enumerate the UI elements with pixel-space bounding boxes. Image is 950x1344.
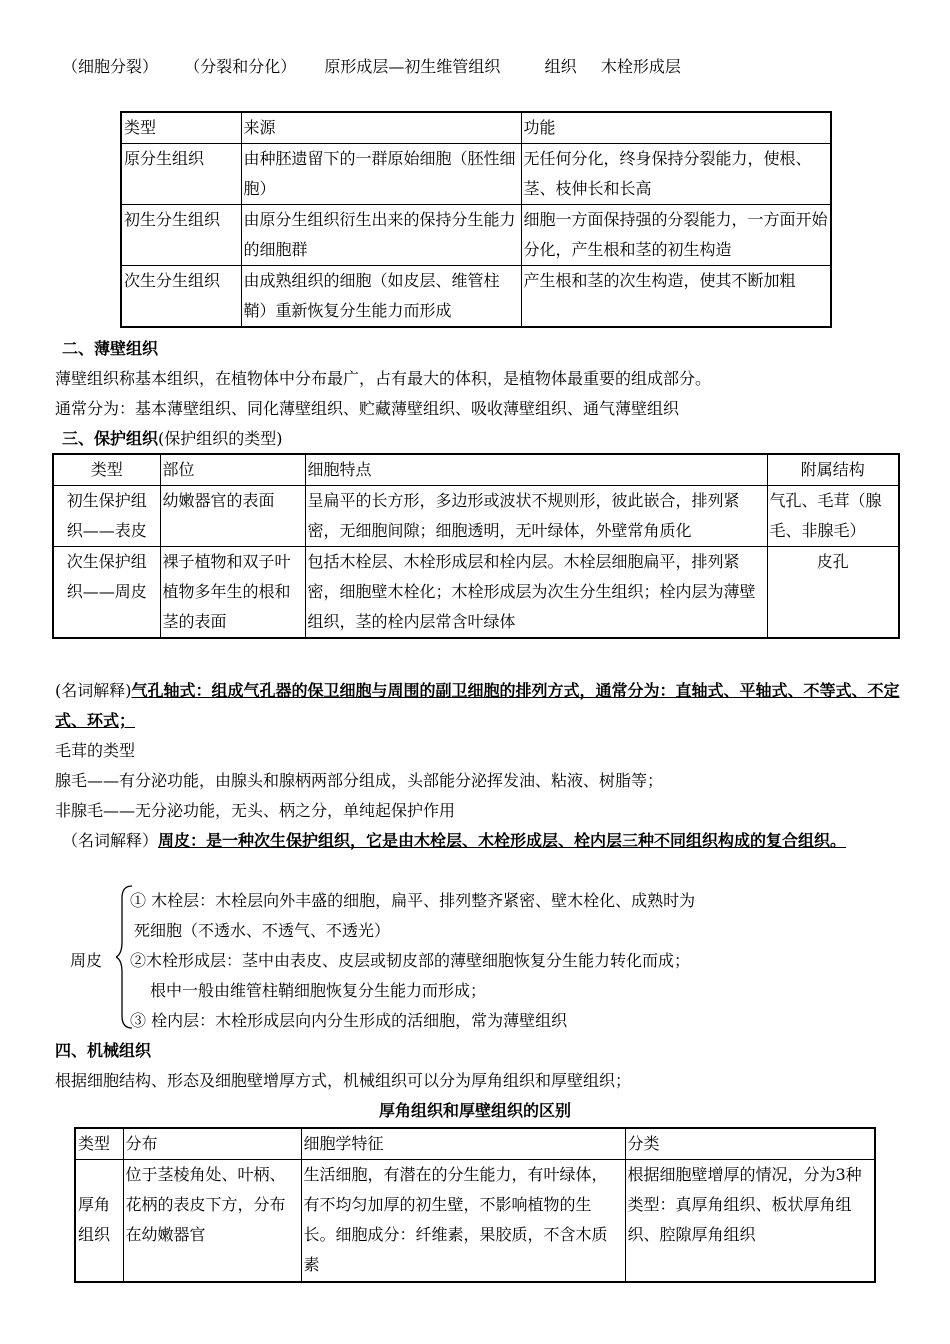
protective-table: [52, 453, 900, 639]
cell-function: 无任何分化，终身保持分裂能力，使根、茎、枝伸长和长高: [521, 144, 831, 205]
term1-text: 气孔轴式：组成气孔器的保卫细胞与周围的副卫细胞的排列方式，通常分为：直轴式、平轴式、不等式、不定式、环式；: [55, 681, 900, 730]
cell-function: 细胞一方面保持强的分裂能力，一方面开始分化，产生根和茎的初生构造: [521, 205, 831, 266]
cell-distribution: 位于茎棱角处、叶柄、花柄的表皮下方，分布在幼嫩器官: [123, 1160, 301, 1282]
table-row: [121, 144, 831, 205]
top-line-c: 原形成层—初生维管组织: [324, 57, 501, 76]
cell-source: 由种胚遗留下的一群原始细胞（胚性细胞）: [241, 144, 521, 205]
cell-appendage: 皮孔: [767, 547, 899, 639]
table-row: [121, 205, 831, 266]
term2-text: 周皮：是一种次生保护组织，它是由木栓层、木栓形成层、栓内层三种不同组织构成的复合组织。: [158, 831, 847, 850]
top-line-e: 木栓形成层: [600, 57, 681, 76]
cell-type: 次生保护组织——周皮: [53, 547, 160, 639]
header-type: 类型: [121, 112, 241, 144]
top-line: [62, 52, 681, 82]
table-row: [75, 1160, 875, 1282]
section3-heading: 三、保护组织: [62, 429, 159, 448]
periderm-item-2b: 根中一般由维管柱鞘细胞恢复分生能力而形成；: [150, 981, 487, 1000]
term1-paragraph: [55, 676, 900, 736]
section3-heading-note: (保护组织的类型): [158, 429, 283, 448]
cell-type: 次生分生组织: [121, 266, 241, 328]
mechanical-table: [74, 1127, 876, 1283]
table-row: [53, 486, 899, 547]
periderm-item-1b: 死细胞（不透水、不透气、不透光）: [134, 921, 391, 940]
cell-source: 由成熟组织的细胞（如皮层、维管柱鞘）重新恢复分生能力而形成: [241, 266, 521, 328]
cell-features: 呈扁平的长方形，多边形或波状不规则形，彼此嵌合，排列紧密，无细胞间隙；细胞透明，无叶绿体，外壁常角质化: [305, 486, 767, 547]
cell-classification: 根据细胞壁增厚的情况，分为3种类型：真厚角组织、板状厚角组织、腔隙厚角组织: [625, 1160, 875, 1282]
periderm-item-1: ① 木栓层：木栓层向外丰盛的细胞，扁平、排列整齐紧密、壁木栓化、成熟时为: [130, 891, 696, 910]
cell-source: 由原分生组织衍生出来的保持分生能力的细胞群: [241, 205, 521, 266]
header-features: 细胞特点: [305, 454, 767, 486]
cell-type: 厚角组织: [75, 1160, 123, 1282]
header-type: 类型: [53, 454, 160, 486]
section2-heading: 二、薄壁组织: [62, 339, 159, 358]
top-line-a: （细胞分裂）: [62, 57, 159, 76]
cell-type: 初生分生组织: [121, 205, 241, 266]
cell-type: 初生保护组织——表皮: [53, 486, 160, 547]
section4-heading: 四、机械组织: [55, 1041, 152, 1060]
header-features: 细胞学特征: [301, 1128, 625, 1160]
table-row: [53, 547, 899, 639]
header-appendage: 附属结构: [767, 454, 899, 486]
cell-features: 包括木栓层、木栓形成层和栓内层。木栓层细胞扁平，排列紧密，细胞壁木栓化；木栓形成层为次生分生组织；栓内层为薄壁组织，茎的栓内层常含叶绿体: [305, 547, 767, 639]
cell-type: 原分生组织: [121, 144, 241, 205]
section2-p1: 薄壁组织称基本组织，在植物体中分布最广，占有最大的体积，是植物体最重要的组成部分。: [55, 369, 712, 388]
term2-paragraph: [62, 826, 900, 856]
term2-prefix: （名词解释）: [62, 831, 159, 850]
table-header-row: [75, 1128, 875, 1160]
section2-p2: 通常分为：基本薄壁组织、同化薄壁组织、贮藏薄壁组织、吸收薄壁组织、通气薄壁组织: [55, 399, 680, 418]
header-location: 部位: [160, 454, 305, 486]
table-row: [121, 266, 831, 328]
section4-p1: 根据细胞结构、形态及细胞壁增厚方式，机械组织可以分为厚角组织和厚壁组织；: [55, 1071, 632, 1090]
top-line-d: 组织: [544, 57, 577, 76]
periderm-label: 周皮: [70, 951, 103, 970]
hair-title: 毛茸的类型: [55, 741, 136, 760]
term1-prefix: (名词解释): [55, 681, 132, 700]
header-source: 来源: [241, 112, 521, 144]
header-classification: 分类: [625, 1128, 875, 1160]
section4-table-title: 厚角组织和厚壁组织的区别: [378, 1101, 571, 1120]
header-distribution: 分布: [123, 1128, 301, 1160]
periderm-item-3: ③ 栓内层：木栓形成层向内分生形成的活细胞，常为薄壁组织: [130, 1011, 568, 1030]
table-header-row: [53, 454, 899, 486]
cell-features: 生活细胞，有潜在的分生能力，有叶绿体，有不均匀加厚的初生壁，不影响植物的生长。细胞成分：纤维素，果胶质，不含木质素: [301, 1160, 625, 1282]
cell-function: 产生根和茎的次生构造，使其不断加粗: [521, 266, 831, 328]
table-header-row: [121, 112, 831, 144]
hair-nonglandular: 非腺毛——无分泌功能，无头、柄之分，单纯起保护作用: [55, 801, 456, 820]
cell-location: 幼嫩器官的表面: [160, 486, 305, 547]
header-type: 类型: [75, 1128, 123, 1160]
periderm-item-2: ②木栓形成层：茎中由表皮、皮层或韧皮部的薄壁细胞恢复分生能力转化而成；: [130, 951, 691, 970]
hair-glandular: 腺毛——有分泌功能，由腺头和腺柄两部分组成，头部能分泌挥发油、粘液、树脂等；: [55, 771, 664, 790]
meristem-table: [120, 111, 832, 328]
cell-appendage: 气孔、毛茸（腺毛、非腺毛）: [767, 486, 899, 547]
top-line-b: （分裂和分化）: [184, 57, 297, 76]
cell-location: 裸子植物和双子叶植物多年生的根和茎的表面: [160, 547, 305, 639]
section3-heading-line: [62, 424, 283, 454]
header-function: 功能: [521, 112, 831, 144]
